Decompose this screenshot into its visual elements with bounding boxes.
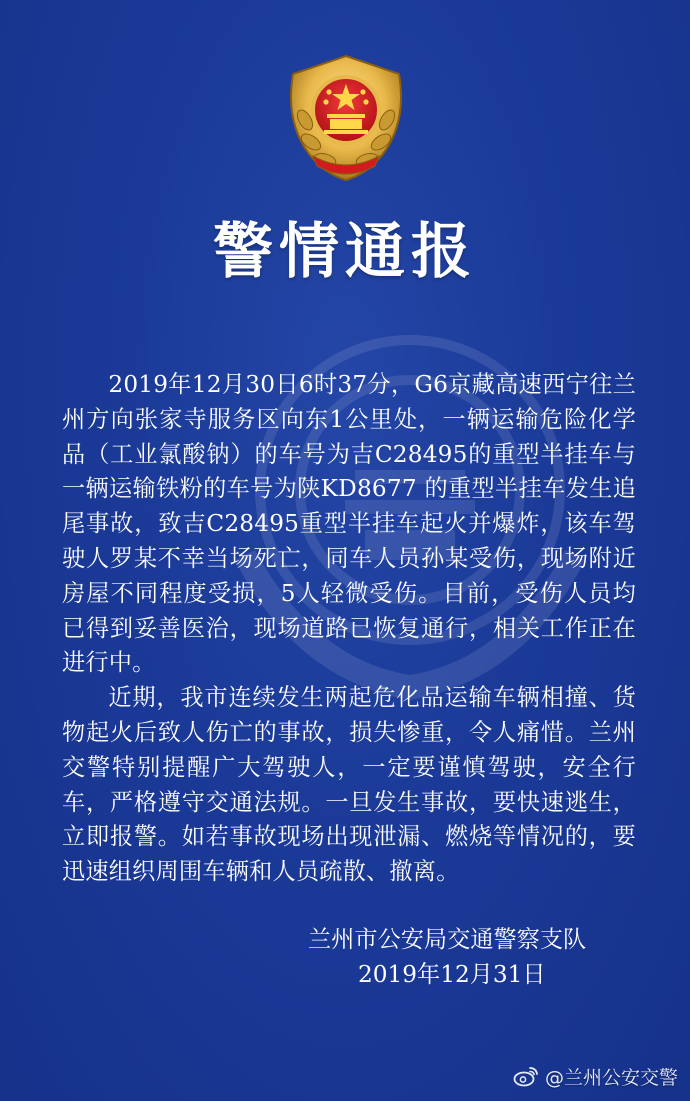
signature-date: 2019年12月31日	[358, 961, 546, 988]
weibo-credit	[513, 1063, 678, 1089]
notice-paragraph-reminder: 近期，我市连续发生两起危化品运输车辆相撞、货物起火后致人伤亡的事故，损失惨重，令人痛惜。兰州交警特别提醒广大驾驶人，一定要谨慎驾驶，安全行车，严格遵守交通法规。一旦发生事故，要快速逃生，立即报警。如若事故现场出现泄漏、燃烧等情况的，要迅速组织周围车辆和人员疏散、撤离。	[62, 684, 636, 886]
police-emblem-icon	[283, 52, 409, 184]
notice-body	[62, 368, 636, 890]
signature-organization: 兰州市公安局交通警察支队	[308, 926, 587, 953]
notice-signature	[300, 922, 640, 992]
weibo-logo-icon	[513, 1065, 539, 1087]
weibo-account-name: @兰州公安交警	[544, 1066, 678, 1089]
notice-title: 警情通报	[213, 217, 477, 287]
notice-paragraph-incident: 2019年12月30日6时37分，G6京藏高速西宁往兰州方向张家寺服务区向东1公里处，一辆运输危险化学品（工业氯酸钠）的车号为吉C28495的重型半挂车与一辆运输铁粉的车号为陕KD8677 的重型半挂车发生追尾事故，致吉C28495重型半挂车起火并爆炸，该车驾驶人罗某不幸当场死亡，同车人员孙某受伤，现场附近房屋不同程度受损，5人轻微受伤。目前，受伤人员均已得到妥善医治，现场道路已恢复通行，相关工作正在进行中。	[62, 371, 636, 677]
